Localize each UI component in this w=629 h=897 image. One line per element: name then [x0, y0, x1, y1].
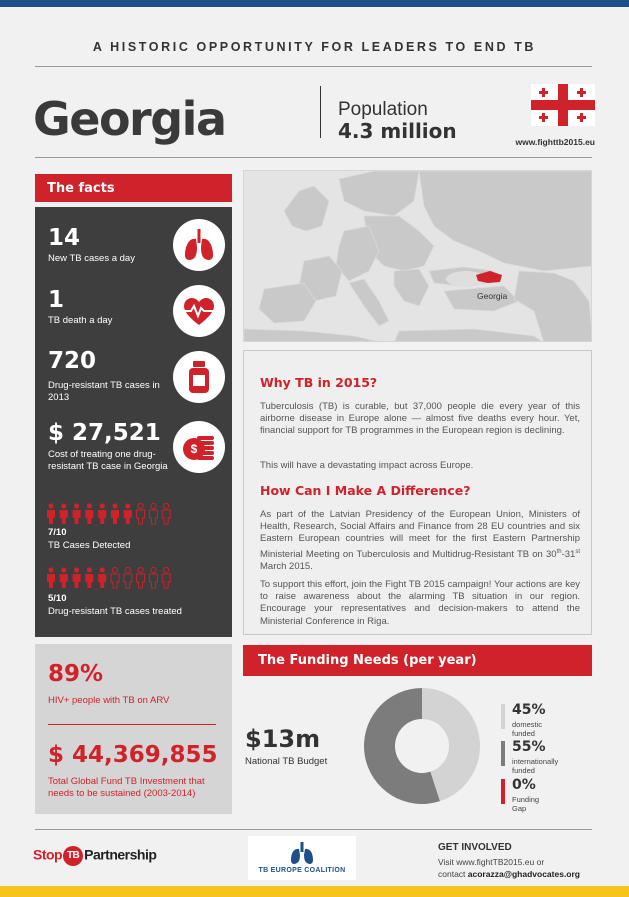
- detected-value: 7/10: [48, 527, 67, 538]
- legend-swatch: [501, 741, 505, 766]
- why-title: Why TB in 2015?: [260, 375, 378, 390]
- text-run: -31: [561, 548, 576, 560]
- facts-title: The facts: [47, 181, 115, 196]
- person-icon-filled: [47, 567, 55, 588]
- person-icon-filled: [124, 503, 132, 524]
- population-label: Population: [338, 99, 428, 120]
- why-paragraph: Tuberculosis (TB) is curable, but 37,000 people die every year of this airborne disease in Europe alone — almost five deaths every hour. Yet, financial support for TB programmes in the European region is declining.: [260, 401, 580, 437]
- legend-value: 0%: [512, 777, 536, 793]
- pill-bottle-icon: [173, 351, 225, 403]
- map-label-georgia: Georgia: [477, 291, 508, 301]
- person-icon-empty: [149, 503, 157, 524]
- person-icon-empty: [124, 567, 132, 588]
- fact-value: 720: [48, 348, 97, 374]
- people-row-treated: [47, 567, 217, 589]
- legend-swatch: [501, 779, 505, 804]
- divider: [35, 157, 592, 158]
- contact-text: [438, 869, 580, 879]
- fact-value: 14: [48, 225, 81, 251]
- logo-text: Stop: [33, 846, 63, 863]
- person-icon-filled: [111, 503, 119, 524]
- fact-label: TB death a day: [48, 315, 113, 326]
- population-value: 4.3 million: [338, 119, 457, 143]
- get-involved-title: GET INVOLVED: [438, 842, 512, 853]
- hiv-arv-value: 89%: [48, 661, 104, 687]
- divider: [35, 829, 592, 830]
- info-box: [243, 350, 592, 635]
- legend-label: domestic funded: [512, 720, 543, 738]
- why-paragraph: This will have a devastating impact across Europe.: [260, 460, 474, 471]
- fact-value: $ 27,521: [48, 420, 161, 446]
- fact-label: Cost of treating one drug-resistant TB case in Georgia: [48, 449, 168, 472]
- facts-panel: [35, 207, 232, 637]
- divider: [35, 66, 592, 67]
- budget-value: $13m: [245, 725, 321, 753]
- text-run: As part of the Latvian Presidency of the European Union, Ministers of Health, Research, Social Affairs and Finance from 28 EU countries and six Eastern European countries will meet for the first Eastern Partnership Ministerial Meeting on Tuberculosis and Multidrug-Resistant TB on 30: [260, 509, 580, 560]
- text-run: March 2015.: [260, 560, 313, 572]
- contact-email[interactable]: acorazza@ghadvocates.org: [467, 869, 580, 879]
- hiv-arv-label: HIV+ people with TB on ARV: [48, 695, 170, 706]
- legend-label: Funding Gap: [512, 795, 540, 813]
- fact-label: Drug-resistant TB cases in 2013: [48, 380, 160, 403]
- superscript: th: [556, 548, 562, 555]
- how-paragraph: [260, 509, 580, 573]
- funding-header: [243, 645, 592, 676]
- treated-value: 5/10: [48, 593, 67, 604]
- divider: [320, 86, 321, 138]
- logo-tb-circle: TB: [63, 846, 83, 866]
- europe-map: [243, 170, 592, 342]
- website-url[interactable]: www.fighttb2015.eu: [515, 137, 595, 147]
- stats-panel: [35, 644, 232, 814]
- person-icon-filled: [60, 567, 68, 588]
- budget-label: National TB Budget: [245, 756, 328, 767]
- stop-tb-partnership-logo: [33, 846, 156, 866]
- logo-text: Partnership: [84, 846, 157, 863]
- global-fund-label: Total Global Fund TB Investment that needs to be sustained (2003-2014): [48, 776, 205, 799]
- fact-value: 1: [48, 287, 65, 313]
- country-name: Georgia: [33, 92, 226, 146]
- coalition-name: TB EUROPE COALITION: [258, 867, 346, 874]
- headline: A HISTORIC OPPORTUNITY FOR LEADERS TO END TB: [92, 40, 537, 54]
- top-color-bar: [0, 0, 629, 7]
- person-icon-filled: [98, 503, 106, 524]
- svg-text:$: $: [190, 442, 198, 456]
- facts-header: [35, 174, 232, 202]
- coins-icon: [173, 421, 225, 473]
- person-icon-empty: [149, 567, 157, 588]
- people-row-detected: [47, 503, 217, 525]
- divider: [48, 724, 216, 725]
- legend-label: internationally funded: [512, 757, 559, 775]
- funding-title: The Funding Needs (per year): [258, 653, 477, 668]
- person-icon-filled: [60, 503, 68, 524]
- legend-swatch: [501, 704, 505, 729]
- bottom-color-bar: [0, 886, 629, 897]
- person-icon-filled: [73, 567, 81, 588]
- person-icon-filled: [98, 567, 106, 588]
- person-icon-empty: [162, 567, 170, 588]
- lungs-icon: [173, 219, 225, 271]
- legend-value: 55%: [512, 739, 546, 755]
- detected-label: TB Cases Detected: [48, 540, 131, 551]
- treated-label: Drug-resistant TB cases treated: [48, 606, 182, 617]
- person-icon-filled: [85, 503, 93, 524]
- tb-europe-coalition-logo: [248, 836, 356, 880]
- how-title: How Can I Make A Difference?: [260, 483, 471, 498]
- how-paragraph: To support this effort, join the Fight TB 2015 campaign! Your actions are key to raise awareness about the alarming TB situation in our region. Encourage your representatives and decision-makers to attend the Ministerial Conference in Riga.: [260, 579, 580, 627]
- visit-text[interactable]: Visit www.fightTB2015.eu or: [438, 857, 545, 867]
- legend-value: 45%: [512, 702, 546, 718]
- person-icon-filled: [85, 567, 93, 588]
- person-icon-empty: [111, 567, 119, 588]
- heart-pulse-icon: [173, 285, 225, 337]
- superscript: st: [575, 548, 580, 555]
- person-icon-empty: [162, 503, 170, 524]
- georgia-flag-icon: [531, 84, 595, 126]
- person-icon-empty: [137, 503, 145, 524]
- person-icon-filled: [47, 503, 55, 524]
- person-icon-filled: [73, 503, 81, 524]
- global-fund-value: $ 44,369,855: [48, 742, 218, 768]
- contact-prefix: contact: [438, 869, 468, 879]
- fact-label: New TB cases a day: [48, 253, 135, 264]
- person-icon-empty: [137, 567, 145, 588]
- funding-donut-chart: [362, 686, 482, 806]
